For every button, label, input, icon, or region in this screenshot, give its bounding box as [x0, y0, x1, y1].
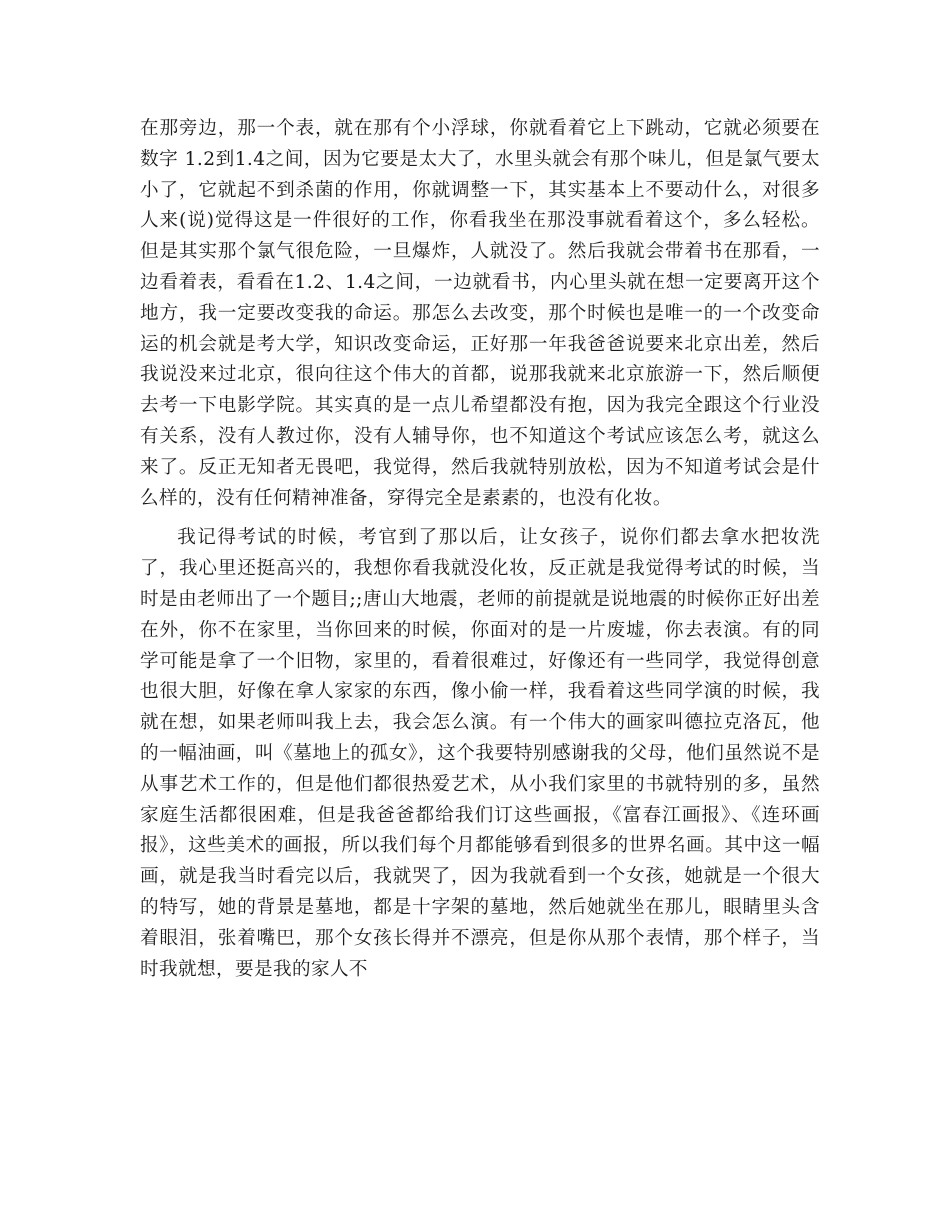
document-body [140, 114, 820, 985]
paragraph-1: 在那旁边，那一个表，就在那有个小浮球，你就看着它上下跳动，它就必须要在数字 1.2到1.4之间，因为它要是太大了，水里头就会有那个味儿，但是氯气要太小了，它就起不到杀菌的作用，你就调整一下，其实基本上不要动什么，对很多人来(说)觉得这是一件很好的工作，你看我坐在那没事就看着这个，多么轻松。但是其实那个氯气很危险，一旦爆炸，人就没了。然后我就会带着书在那看，一边看着表，看看在1.2、1.4之间，一边就看书，内心里头就在想一定要离开这个地方，我一定要改变我的命运。那怎么去改变，那个时候也是唯一的一个改变命运的机会就是考大学，知识改变命运，正好那一年我爸爸说要来北京出差，然后我说没来过北京，很向往这个伟大的首都，说那我就来北京旅游一下，然后顺便去考一下电影学院。其实真的是一点儿希望都没有抱，因为我完全跟这个行业没有关系，没有人教过你，没有人辅导你，也不知道这个考试应该怎么考，就这么来了。反正无知者无畏吧，我觉得，然后我就特别放松，因为不知道考试会是什么样的，没有任何精神准备，穿得完全是素素的，也没有化妆。 [140, 118, 820, 509]
paragraph-2: 我记得考试的时候，考官到了那以后，让女孩子，说你们都去拿水把妆洗了，我心里还挺高兴的，我想你看我就没化妆，反正就是我觉得考试的时候，当时是由老师出了一个题目;;唐山大地震，老师的前提就是说地震的时候你正好出差在外，你不在家里，当你回来的时候，你面对的是一片废墟，你去表演。有的同学可能是拿了一个旧物，家里的，看着很难过，好像还有一些同学，我觉得创意也很大胆，好像在拿人家家的东西，像小偷一样，我看着这些同学演的时候，我就在想，如果老师叫我上去，我会怎么演。有一个伟大的画家叫德拉克洛瓦，他的一幅油画，叫《墓地上的孤女》，这个我要特别感谢我的父母，他们虽然说不是从事艺术工作的，但是他们都很热爱艺术，从小我们家里的书就特别的多，虽然家庭生活都很困难，但是我爸爸都给我们订这些画报，《富春江画报》、《连环画报》，这些美术的画报，所以我们每个月都能够看到很多的世界名画。其中这一幅画，就是我当时看完以后，我就哭了，因为我就看到一个女孩，她就是一个很大的特写，她的背景是墓地，都是十字架的墓地，然后她就坐在那儿，眼睛里头含着眼泪，张着嘴巴，那个女孩长得并不漂亮，但是你从那个表情，那个样子，当时我就想，要是我的家人不 [140, 527, 820, 980]
